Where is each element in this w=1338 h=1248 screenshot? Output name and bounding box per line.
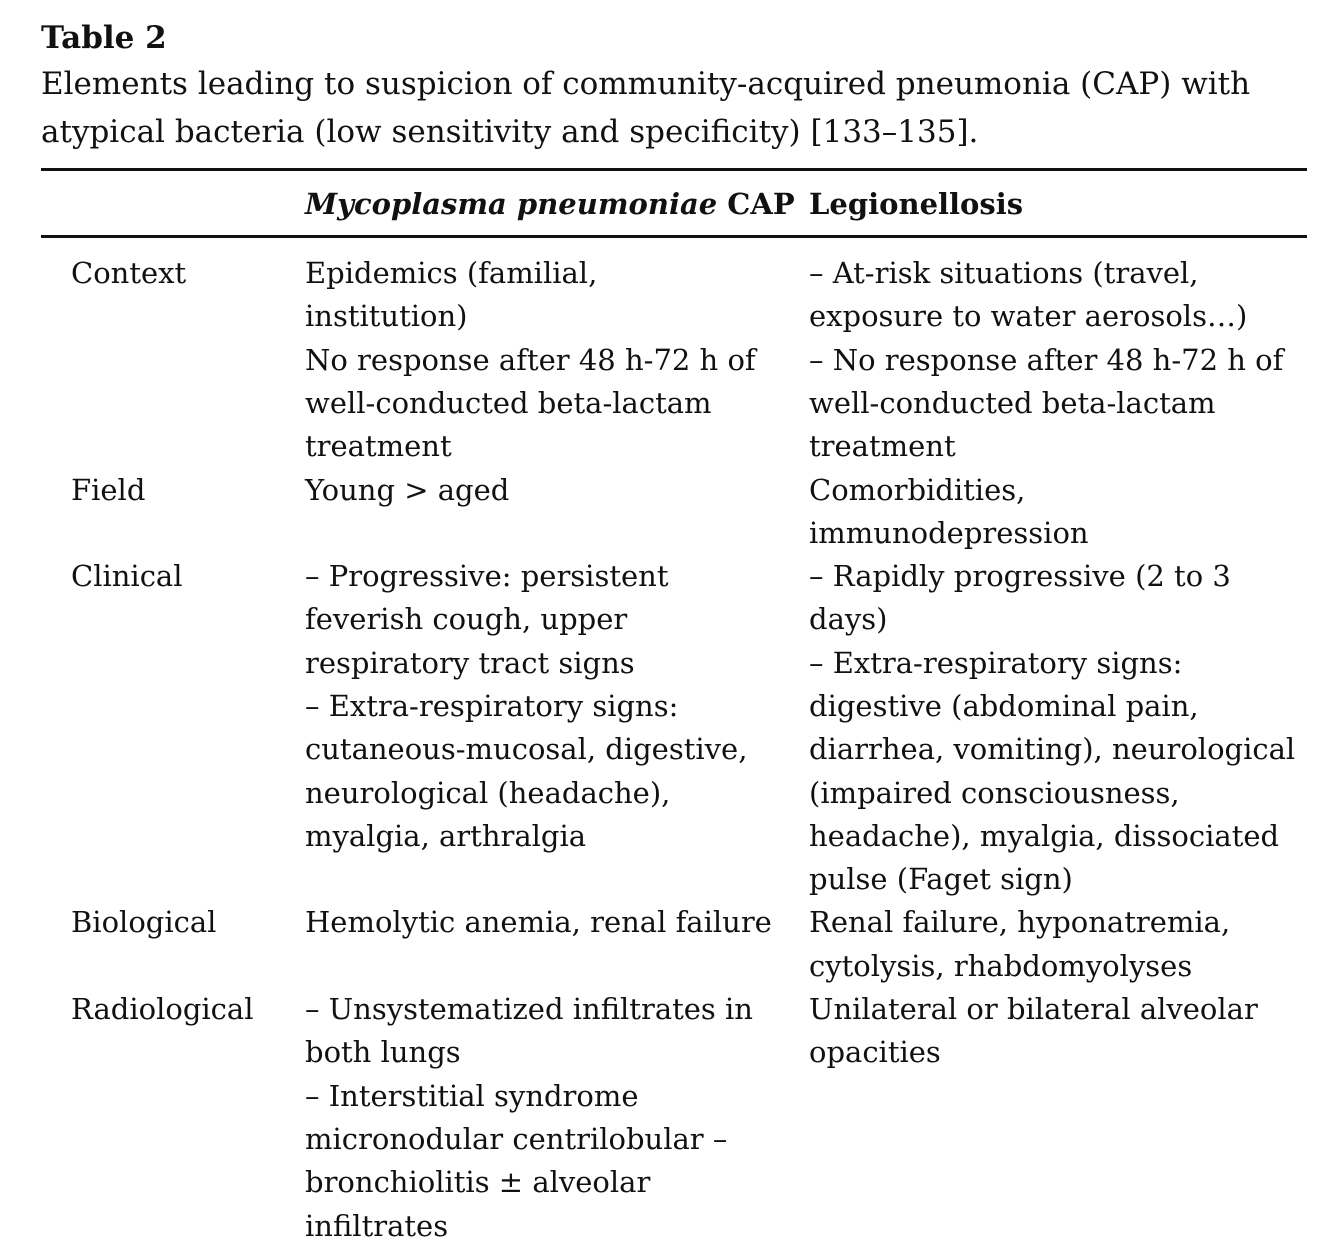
cell-line: Young > aged (305, 472, 510, 507)
caption-line: Elements leading to suspicion of community-acquired pneumonia (CAP) with (41, 66, 1251, 102)
cell-line: cutaneous-mucosal, digestive, (305, 732, 748, 767)
cell-line: – No response after 48 h-72 h of (809, 342, 1284, 377)
row-label: Radiological (71, 992, 254, 1027)
cell-mycoplasma (305, 988, 775, 1248)
cell-line: No response after 48 h-72 h of (305, 342, 756, 377)
cell-mycoplasma (305, 469, 775, 512)
cell-line: immunodepression (809, 515, 1089, 550)
caption-line: atypical bacteria (low sensitivity and specificity) [133–135]. (41, 114, 979, 150)
cell-line: – Rapidly progressive (2 to 3 (809, 559, 1231, 594)
cell-line: – At-risk situations (travel, (809, 256, 1199, 290)
cell-line: treatment (305, 429, 452, 464)
cell-line: opacities (809, 1035, 941, 1070)
header-rule (41, 235, 1307, 238)
table-row (41, 988, 1307, 1248)
cell-legionellosis (809, 469, 1299, 556)
table-row (41, 901, 1307, 988)
cell-line: infiltrates (305, 1208, 449, 1243)
cell-line: bronchiolitis ± alveolar (305, 1165, 651, 1200)
row-label: Context (71, 256, 187, 290)
cell-line: myalgia, arthralgia (305, 818, 587, 853)
header-mycoplasma-italic: Mycoplasma pneumoniae (305, 187, 718, 221)
cell-line: pulse (Faget sign) (809, 862, 1073, 897)
cell-line: days) (809, 602, 888, 637)
cell-line: – Progressive: persistent (305, 559, 669, 594)
header-mycoplasma-rest: CAP (717, 187, 795, 221)
table-caption (41, 60, 1307, 156)
cell-mycoplasma (305, 252, 775, 468)
cell-legionellosis (809, 252, 1299, 468)
table-row (41, 469, 1307, 556)
cell-line: headache), myalgia, dissociated (809, 818, 1280, 853)
cell-line: – Extra-respiratory signs: (809, 645, 1183, 680)
cell-line: – Extra-respiratory signs: (305, 688, 679, 723)
cell-line: Hemolytic anemia, renal failure (305, 905, 772, 940)
cell-line: Unilateral or bilateral alveolar (809, 992, 1258, 1027)
cell-line: Epidemics (familial, (305, 256, 598, 290)
cell-legionellosis (809, 555, 1299, 901)
cell-legionellosis (809, 901, 1299, 988)
table-figure (41, 16, 1307, 1248)
cell-line: feverish cough, upper (305, 602, 628, 637)
cell-line: well-conducted beta-lactam (305, 385, 712, 420)
cell-line: diarrhea, vomiting), neurological (809, 732, 1296, 767)
header-mycoplasma (305, 187, 795, 221)
header-legionellosis: Legionellosis (809, 187, 1024, 221)
table-body (41, 252, 1307, 1248)
cell-line: institution) (305, 299, 468, 334)
cell-line: micronodular centrilobular – (305, 1121, 728, 1156)
row-label: Field (71, 472, 146, 507)
cell-line: treatment (809, 429, 956, 464)
cell-line: (impaired consciousness, (809, 775, 1180, 810)
cell-line: both lungs (305, 1035, 461, 1070)
cell-line: – Unsystematized infiltrates in (305, 992, 753, 1027)
cell-line: neurological (headache), (305, 775, 671, 810)
row-label: Biological (71, 905, 217, 940)
cell-legionellosis (809, 988, 1299, 1075)
cell-line: Renal failure, hyponatremia, (809, 905, 1231, 940)
cell-mycoplasma (305, 555, 775, 858)
table-row (41, 252, 1307, 469)
cell-line: exposure to water aerosols…) (809, 299, 1248, 334)
table-header-row (41, 171, 1307, 235)
cell-line: digestive (abdominal pain, (809, 688, 1199, 723)
cell-line: cytolysis, rhabdomyolyses (809, 948, 1193, 983)
cell-mycoplasma (305, 901, 775, 944)
cell-line: – Interstitial syndrome (305, 1078, 639, 1113)
table-label: Table 2 (41, 20, 167, 56)
cell-line: well-conducted beta-lactam (809, 385, 1216, 420)
cell-line: respiratory tract signs (305, 645, 635, 680)
row-label: Clinical (71, 559, 183, 594)
table-row (41, 555, 1307, 901)
cell-line: Comorbidities, (809, 472, 1026, 507)
